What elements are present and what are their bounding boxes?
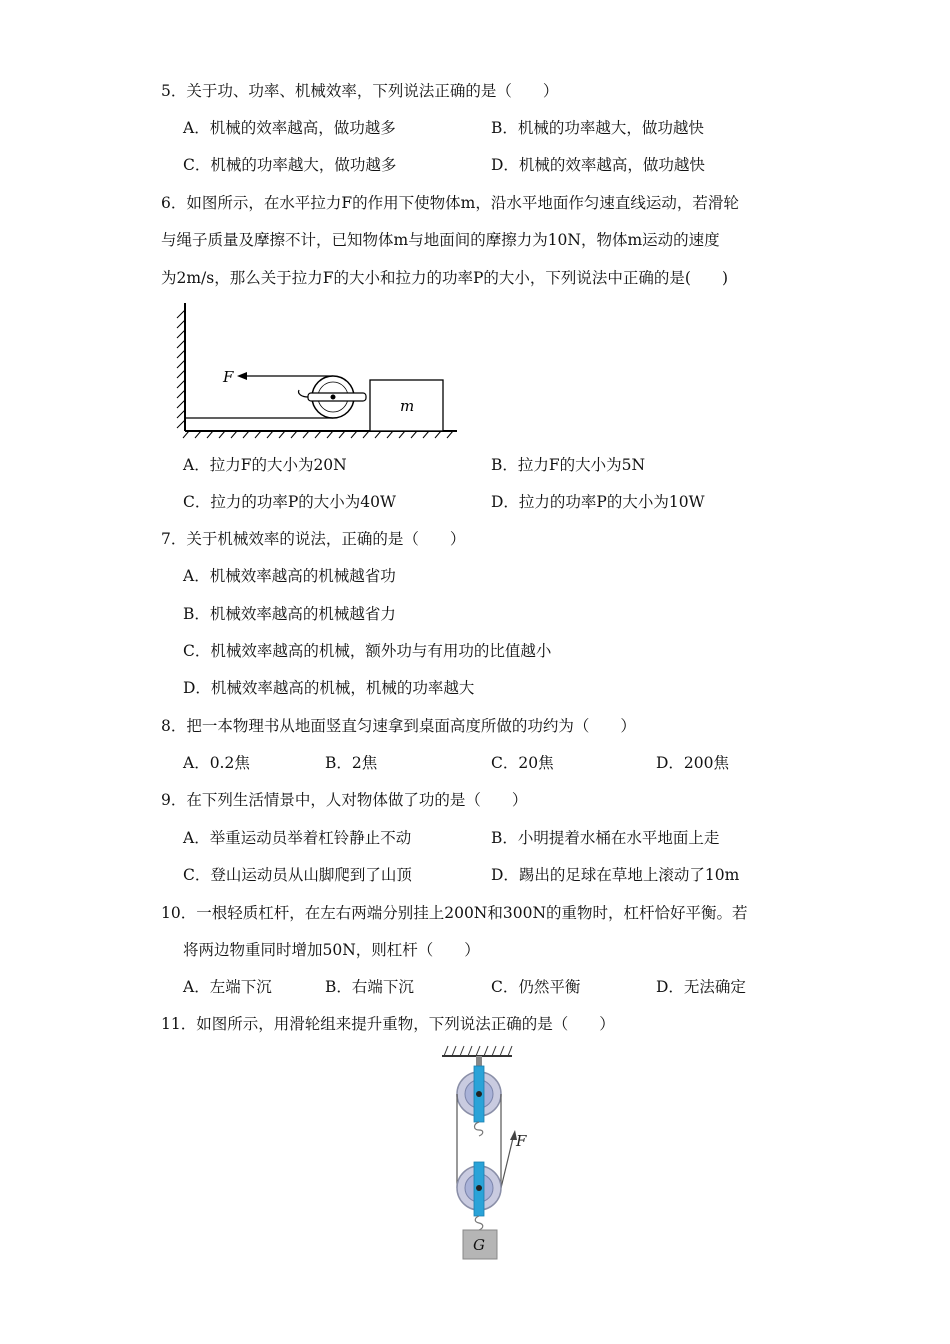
ground-hatching (183, 431, 453, 438)
q6-stem-line3: 为2m/s，那么关于拉力F的大小和拉力的功率P的大小，下列说法中正确的是( ) (161, 269, 729, 287)
hook-icon (299, 390, 308, 397)
q6-pulley-figure (175, 298, 465, 443)
q10-option-b: B．右端下沉 (325, 978, 414, 996)
q5-option-c: C．机械的功率越大，做功越多 (183, 156, 397, 174)
q7-option-b: B．机械效率越高的机械越省力 (183, 605, 396, 623)
q7-option-a: A．机械效率越高的机械越省功 (183, 567, 396, 585)
q7-option-c: C．机械效率越高的机械，额外功与有用功的比值越小 (183, 642, 552, 660)
q6-option-a: A．拉力F的大小为20N (183, 456, 347, 474)
q8-option-b: B．2焦 (325, 754, 378, 772)
q11-pulley-block-figure (440, 1042, 540, 1264)
q5-option-d: D．机械的效率越高，做功越快 (491, 156, 705, 174)
pulley-axle-bar (308, 393, 366, 401)
q6-block-label: m (400, 397, 415, 415)
wall-hatching (177, 310, 185, 428)
q6-force-label: F (223, 368, 234, 386)
q6-stem-line2: 与绳子质量及摩擦不计，已知物体m与地面间的摩擦力为10N，物体m运动的速度 (161, 231, 720, 249)
q11-stem: 11．如图所示，用滑轮组来提升重物，下列说法正确的是（ ） (161, 1015, 615, 1033)
fixed-pulley-axle (476, 1091, 482, 1097)
q6-option-b: B．拉力F的大小为5N (491, 456, 646, 474)
force-arrow-head (237, 372, 247, 380)
q8-stem: 8．把一本物理书从地面竖直匀速拿到桌面高度所做的功约为（ ） (161, 717, 636, 735)
movable-pulley-hook-icon (475, 1216, 483, 1230)
q9-option-b: B．小明提着水桶在水平地面上走 (491, 829, 720, 847)
q5-option-b: B．机械的功率越大，做功越快 (491, 119, 704, 137)
q5-stem: 5．关于功、功率、机械效率，下列说法正确的是（ ） (161, 82, 559, 100)
fixed-pulley-mount (476, 1056, 482, 1066)
q10-stem-line1: 10．一根轻质杠杆，在左右两端分别挂上200N和300N的重物时，杠杆恰好平衡。若 (161, 904, 748, 922)
fixed-pulley-hook-icon (475, 1122, 483, 1136)
q9-option-d: D．踢出的足球在草地上滚动了10m (491, 866, 740, 884)
rope-free-end (501, 1138, 513, 1188)
q9-option-c: C．登山运动员从山脚爬到了山顶 (183, 866, 412, 884)
q6-option-d: D．拉力的功率P的大小为10W (491, 493, 705, 511)
q8-option-d: D．200焦 (656, 754, 730, 772)
q8-option-c: C．20焦 (491, 754, 554, 772)
q10-option-d: D．无法确定 (656, 978, 746, 996)
q11-force-label: F (516, 1132, 527, 1150)
q6-option-c: C．拉力的功率P的大小为40W (183, 493, 396, 511)
q10-option-a: A．左端下沉 (183, 978, 272, 996)
ceiling-hatching (444, 1046, 512, 1056)
q6-stem-line1: 6．如图所示，在水平拉力F的作用下使物体m，沿水平地面作匀速直线运动，若滑轮 (161, 194, 739, 212)
q5-option-a: A．机械的效率越高，做功越多 (183, 119, 396, 137)
q8-option-a: A．0.2焦 (183, 754, 250, 772)
pulley-axle (331, 395, 336, 400)
q10-option-c: C．仍然平衡 (491, 978, 581, 996)
q9-stem: 9．在下列生活情景中，人对物体做了功的是（ ） (161, 791, 528, 809)
q11-weight-label: G (473, 1236, 485, 1254)
q9-option-a: A．举重运动员举着杠铃静止不动 (183, 829, 412, 847)
movable-pulley-axle (476, 1185, 482, 1191)
q7-option-d: D．机械效率越高的机械，机械的功率越大 (183, 679, 475, 697)
q10-stem-line2: 将两边物重同时增加50N，则杠杆（ ） (183, 941, 480, 959)
q7-stem: 7．关于机械效率的说法，正确的是（ ） (161, 530, 466, 548)
